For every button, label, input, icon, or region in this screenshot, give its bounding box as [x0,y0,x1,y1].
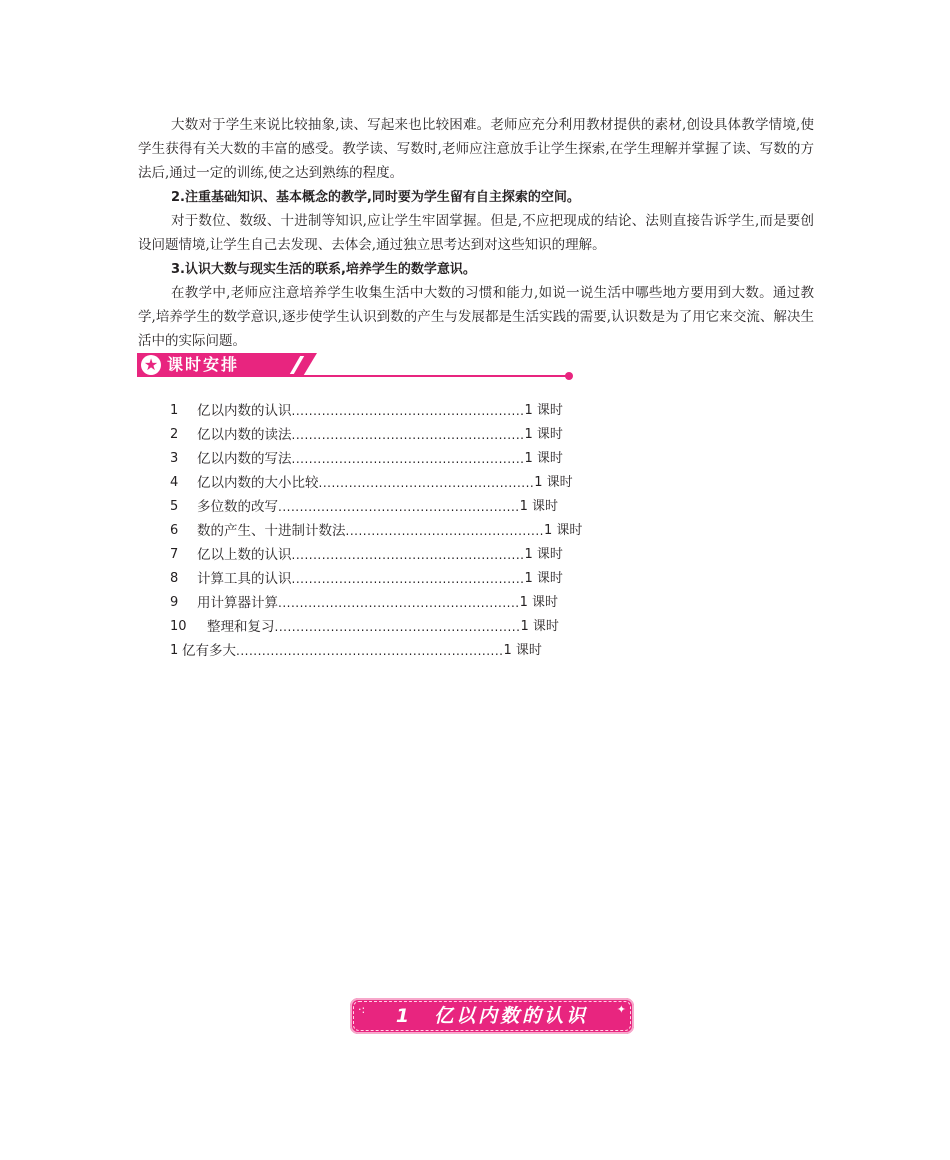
lesson-number: 1 [170,403,179,418]
lesson-number: 10 [170,619,187,634]
schedule-item [170,495,582,519]
lesson-title: 数的产生、十进制计数法 [197,523,346,539]
schedule-item [170,591,582,615]
lesson-title: 亿以内数的读法 [197,427,292,443]
lesson-hours: 1 课时 [534,475,573,490]
lesson-number: 3 [170,451,179,466]
lesson-title: 多位数的改写 [197,499,278,515]
lesson-number: 9 [170,595,179,610]
point-3-text: 3.认识大数与现实生活的联系,培养学生的数学意识。 [171,262,476,277]
leader-dots: .............................................................. [236,644,504,658]
lesson-number: 5 [170,499,179,514]
lesson-hours: 1 课时 [524,547,563,562]
star-icon: ✦ [616,1003,626,1016]
lesson-title: 亿以上数的认识 [197,547,292,563]
lesson-title: 用计算器计算 [197,595,278,611]
point-3-heading [138,257,814,282]
lesson-hours: 1 课时 [519,595,559,610]
sparkle-icon: ·: [358,1003,366,1016]
section-title: 课时安排 [167,355,240,374]
lesson-schedule-list [170,399,582,663]
point-2-text: 2.注重基础知识、基本概念的教学,同时要为学生留有自主探索的空间。 [171,190,580,205]
lesson-title: 亿有多大 [182,643,236,659]
lesson-hours: 1 课时 [503,643,542,658]
lesson-number: 2 [170,427,179,442]
schedule-item [170,471,582,495]
leader-dots: .................................................. [318,476,535,490]
schedule-section-banner [137,353,437,383]
schedule-item [170,567,582,591]
leader-dots: ...................................................... [291,548,525,562]
lesson-title: 整理和复习 [207,619,275,635]
schedule-item [170,639,582,663]
intro-paragraph-3: 在教学中,老师应注意培养学生收集生活中大数的习惯和能力,如说一说生活中哪些地方要用到大数。通过教学,培养学生的数学意识,逐步使学生认识到数的产生与发展都是生活实践的需要,认识数是为了用它来交流、解决生活中的实际问题。 [138,285,814,349]
lesson-hours: 1 课时 [520,619,559,634]
schedule-item [170,423,582,447]
lesson-hours: 1 课时 [519,499,559,514]
lesson-hours: 1 课时 [524,427,563,442]
lesson-number: 1 [170,643,179,658]
schedule-item [170,399,582,423]
lesson-number: 8 [170,571,179,586]
star-icon: ★ [141,355,161,375]
lesson-number: 4 [170,475,179,490]
banner-underline [297,375,569,377]
leader-dots: ........................................................ [278,596,520,610]
leader-dots: .............................................. [345,524,544,538]
schedule-item [170,543,582,567]
lesson-hours: 1 课时 [524,571,563,586]
lesson-hours: 1 课时 [543,523,583,538]
intro-paragraph-1: 大数对于学生来说比较抽象,读、写起来也比较困难。老师应充分利用教材提供的素材,创设具体教学情境,使学生获得有关大数的丰富的感受。教学读、写数时,老师应注意放手让学生探索,在学生理解并掌握了读、写数的方法后,通过一定的训练,使之达到熟练的程度。 [138,117,814,181]
lesson-hours: 1 课时 [524,403,563,418]
lesson-hours: 1 课时 [524,451,563,466]
point-2-heading [138,185,814,210]
leader-dots: ......................................................... [274,620,521,634]
intro-paragraph-2: 对于数位、数级、十进制等知识,应让学生牢固掌握。但是,不应把现成的结论、法则直接告诉学生,而是要创设问题情境,让学生自己去发现、去体会,通过独立思考达到对这些知识的理解。 [138,213,814,253]
lesson-title: 亿以内数的认识 [197,403,292,419]
leader-dots: ........................................................ [278,500,520,514]
schedule-item [170,615,582,639]
leader-dots: ...................................................... [291,404,525,418]
leader-dots: ...................................................... [291,452,525,466]
lesson-banner-title: 1 亿以内数的认识 [395,1005,589,1027]
lesson-title: 亿以内数的大小比较 [197,475,319,491]
lesson-number: 7 [170,547,179,562]
lesson-title-banner [350,998,634,1034]
schedule-item [170,447,582,471]
lesson-title: 亿以内数的写法 [197,451,292,467]
leader-dots: ...................................................... [291,572,525,586]
lesson-title: 计算工具的认识 [197,571,292,587]
leader-dots: ...................................................... [291,428,525,442]
banner-end-dot [565,372,573,380]
lesson-number: 6 [170,523,179,538]
schedule-item [170,519,582,543]
